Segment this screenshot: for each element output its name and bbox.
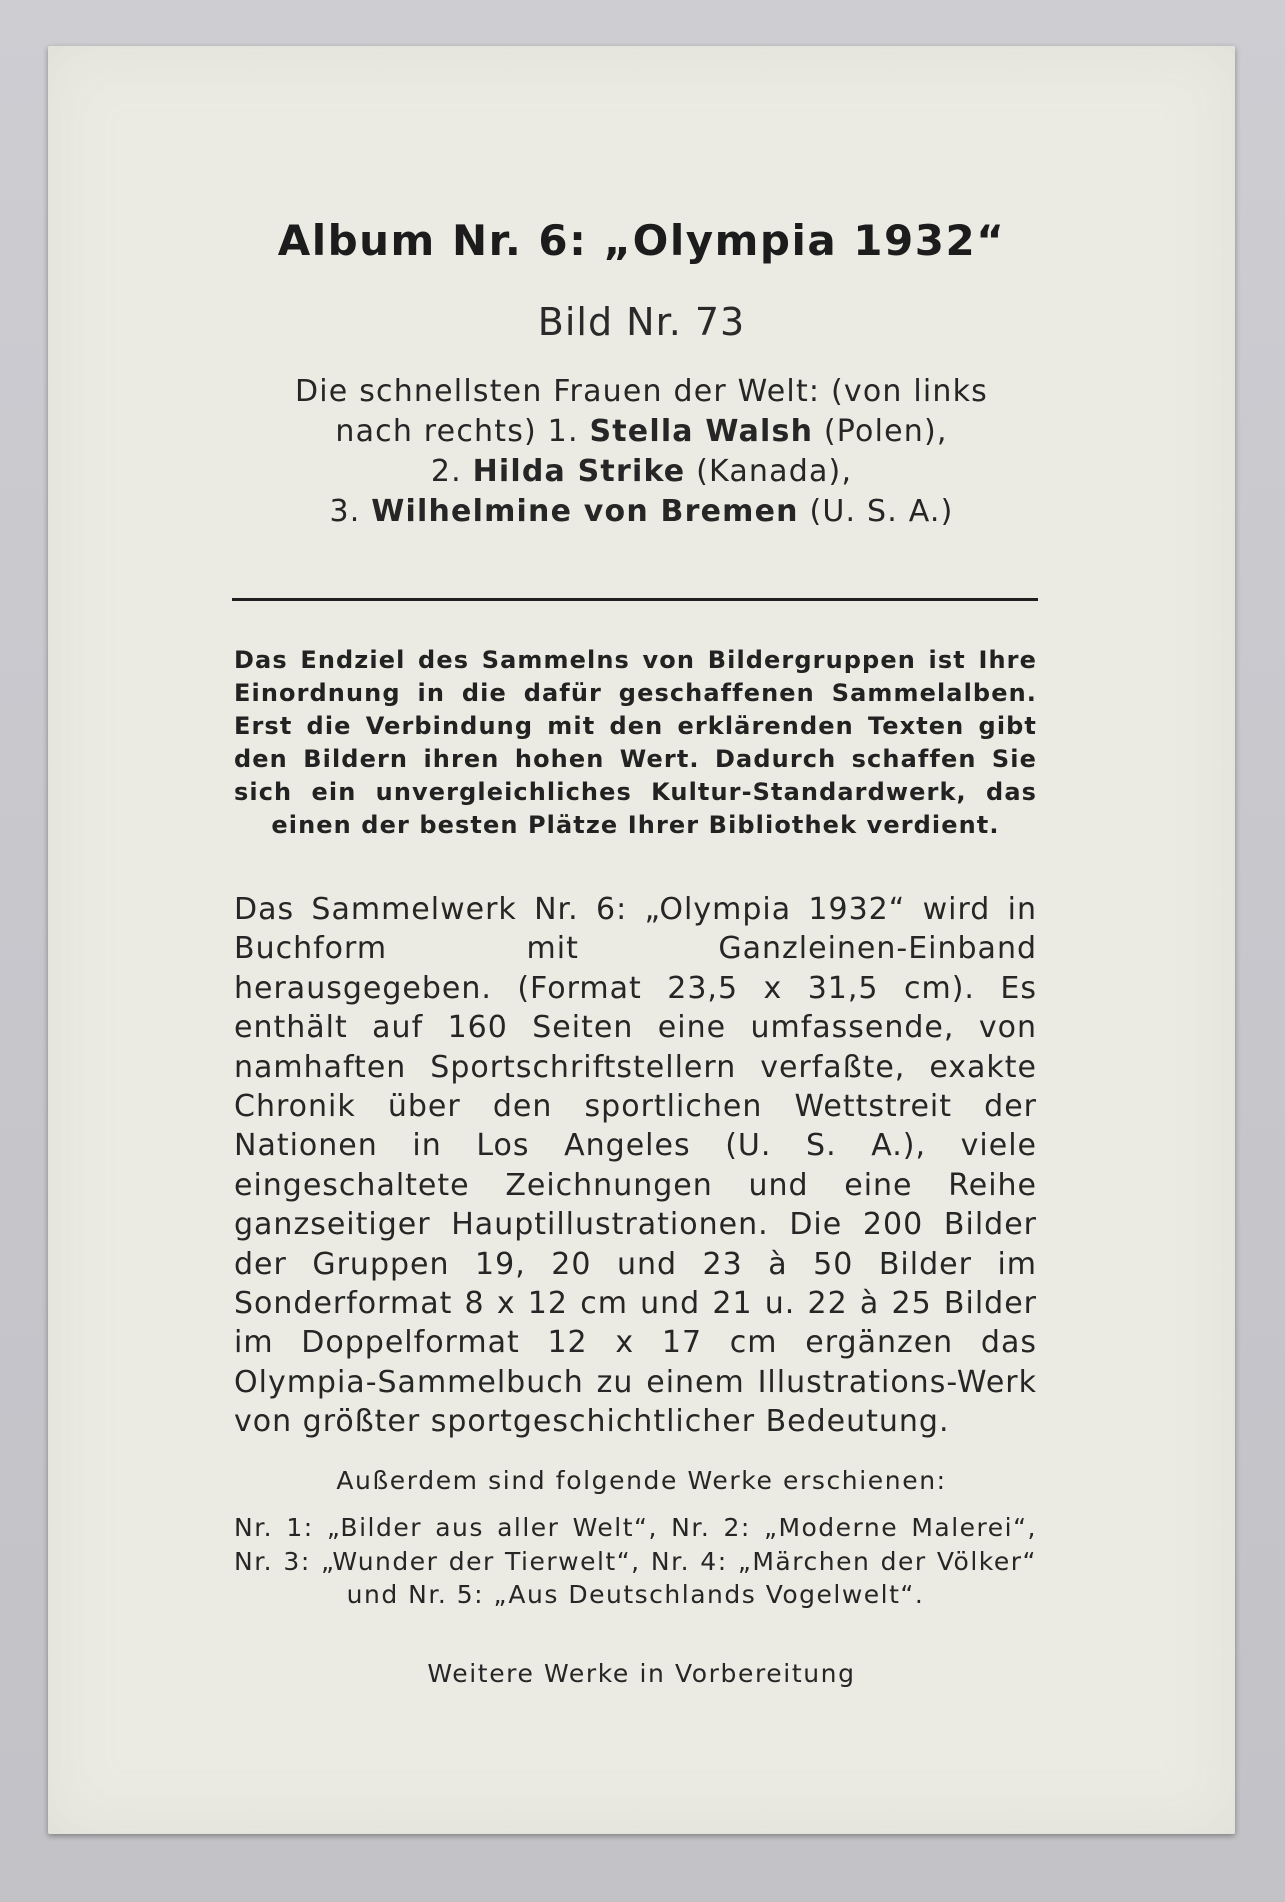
divider-rule bbox=[232, 598, 1038, 601]
caption-rank-3: 3. bbox=[329, 494, 372, 529]
intro-paragraph: Das Endziel des Sammelns von Bildergruppen ist Ihre Einordnung in die dafür geschaffenen Sammelalben. Erst die Verbindung mit den erklärenden Texten gibt den Bildern ihren hohen Wert. Dadurch schaffen Sie sich ein unvergleichliches Kultur-Standardwerk, das einen der besten Plätze Ihrer Bibliothek verdient. bbox=[234, 646, 1037, 839]
album-title: Album Nr. 6: „Olympia 1932“ bbox=[277, 216, 1006, 265]
collector-card-back bbox=[48, 46, 1235, 1834]
forthcoming-note: Weitere Werke in Vorbereitung bbox=[427, 1659, 856, 1688]
caption-line-2 bbox=[48, 412, 1235, 452]
caption-line-1: Die schnellsten Frauen der Welt: (von links bbox=[294, 374, 989, 409]
description-paragraph: Das Sammelwerk Nr. 6: „Olympia 1932“ wird in Buchform mit Ganzleinen-Einband herausgegeben. (Format 23,5 x 31,5 cm). Es enthält auf 160 Seiten eine umfassende, von namhaften Sportschriftstellern verfaßte, exakte Chronik über den sportlichen Wettstreit der Nationen in Los Angeles (U. S. A.), viele eingeschaltete Zeichnungen und eine Reihe ganzseitiger Hauptillustrationen. Die 200 Bilder der Gruppen 19, 20 und 23 à 50 Bilder im Sonderformat 8 x 12 cm und 21 u. 22 à 25 Bilder im Doppelformat 12 x 17 cm ergänzen das Olympia-Sammelbuch zu einem Illustrations-Werk von größter sportgeschichtlicher Bedeutung. bbox=[234, 892, 1037, 1440]
other-works-list: Nr. 1: „Bilder aus aller Welt“, Nr. 2: „Moderne Malerei“, Nr. 3: „Wunder der Tierwelt“, Nr. 4: „Märchen der Völker“ und Nr. 5: „Aus Deutschlands Vogelwelt“. bbox=[234, 1513, 1037, 1609]
caption-line-3 bbox=[48, 452, 1235, 492]
caption-rank-1: nach rechts) 1. bbox=[335, 414, 590, 449]
athlete-country-1: (Polen), bbox=[813, 414, 948, 449]
picture-caption bbox=[48, 372, 1235, 532]
picture-number: Bild Nr. 73 bbox=[537, 300, 746, 344]
athlete-country-3: (U. S. A.) bbox=[798, 494, 954, 529]
athlete-country-2: (Kanada), bbox=[685, 454, 853, 489]
athlete-name-2: Hilda Strike bbox=[472, 454, 686, 489]
other-works-heading: Außerdem sind folgende Werke erschienen: bbox=[336, 1466, 947, 1495]
caption-rank-2: 2. bbox=[430, 454, 473, 489]
caption-line-4 bbox=[48, 492, 1235, 532]
athlete-name-3: Wilhelmine von Bremen bbox=[371, 494, 799, 529]
athlete-name-1: Stella Walsh bbox=[589, 414, 814, 449]
